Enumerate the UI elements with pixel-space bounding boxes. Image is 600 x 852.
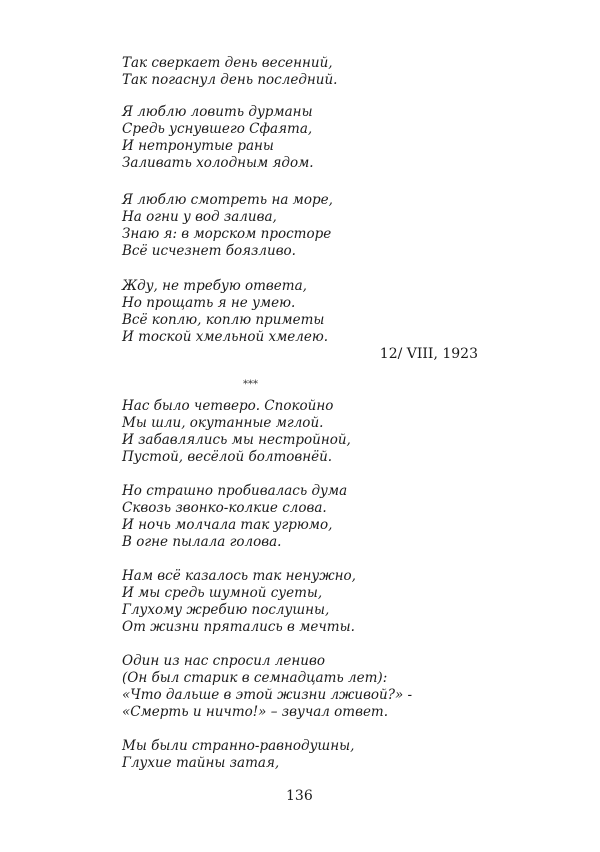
poem-line: Жду, не требую ответа, xyxy=(122,278,307,294)
poem-line: Мы были странно-равнодушны, xyxy=(122,738,355,754)
poem-line: Нас было четверо. Спокойно xyxy=(122,398,334,414)
poem-line: И тоской хмельной хмелею. xyxy=(122,329,329,345)
poem-line: Но страшно пробивалась дума xyxy=(122,483,348,499)
poem-line: И нетронутые раны xyxy=(122,138,274,154)
page-number: 136 xyxy=(286,788,313,804)
section-separator: *** xyxy=(243,379,258,390)
poem-line: Нам всё казалось так ненужно, xyxy=(122,568,356,584)
poem-line: И мы средь шумной суеты, xyxy=(122,585,323,601)
poem-line: (Он был старик в семнадцать лет): xyxy=(122,670,388,686)
poem-line: От жизни прятались в мечты. xyxy=(122,619,355,635)
poem-line: Так сверкает день весенний, xyxy=(122,55,333,71)
poem-line: Всё коплю, коплю приметы xyxy=(122,312,325,328)
poem-line: Глухие тайны затая, xyxy=(122,755,280,771)
poem-line: Я люблю смотреть на море, xyxy=(122,192,333,208)
poem-line: И забавлялись мы нестройной, xyxy=(122,432,351,448)
poem-line: Заливать холодным ядом. xyxy=(122,155,314,171)
poem-line: «Смерть и ничто!» – звучал ответ. xyxy=(122,704,389,720)
poem-line: Но прощать я не умею. xyxy=(122,295,296,311)
poem-line: Средь уснувшего Сфаята, xyxy=(122,121,313,137)
poem-line: «Что дальше в этой жизни лживой?» - xyxy=(122,687,413,703)
poem-line: Глухому жребию послушны, xyxy=(122,602,330,618)
poem-line: На огни у вод залива, xyxy=(122,209,277,225)
poem-line: Один из нас спросил лениво xyxy=(122,653,325,669)
poem-line: Мы шли, окутанные мглой. xyxy=(122,415,324,431)
poem-line: В огне пылала голова. xyxy=(122,534,282,550)
poem-line: Знаю я: в морском просторе xyxy=(122,226,332,242)
poem-line: Я люблю ловить дурманы xyxy=(122,104,313,120)
poem-line: Пустой, весёлой болтовнёй. xyxy=(122,449,333,465)
poem-line: И ночь молчала так угрюмо, xyxy=(122,517,333,533)
poem-line: Всё исчезнет боязливо. xyxy=(122,243,296,259)
poem-date: 12/ VIII, 1923 xyxy=(379,346,478,362)
poem-line: Так погаснул день последний. xyxy=(122,72,338,88)
poem-line: Сквозь звонко-колкие слова. xyxy=(122,500,327,516)
